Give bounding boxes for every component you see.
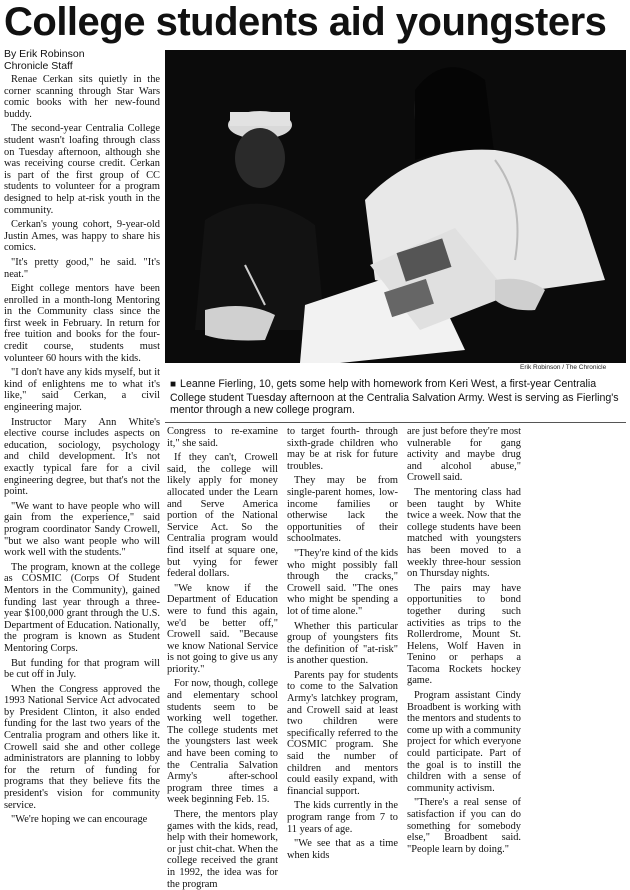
article-column-1 — [4, 48, 161, 826]
paragraph: The mentoring class had been taught by White twice a week. Now that the college students have been matched with youngsters has been moved to a weekly three-hour session on Thursday nights. — [407, 486, 521, 580]
article-column-3 — [287, 426, 398, 861]
paragraph: They may be from single-parent homes, low-income families or otherwise lack the opportunities of their schoolmates. — [287, 475, 398, 545]
divider — [165, 422, 626, 423]
paragraph: Renae Cerkan sits quietly in the corner scanning through Star Wars comic books with her new-found buddy. — [4, 74, 160, 120]
paragraph: "We're hoping we can encourage — [11, 814, 148, 826]
paragraph: Instructor Mary Ann White's elective course includes aspects on education, sociology, psychology and child development. It's not exactly typical fare for a civil engineering degree, but that's not the point. — [4, 416, 160, 498]
paragraph: "We want to have people who will gain from the experience," said program coordinator Sandy Crowell, "but we also want people who will work well with the students." — [4, 500, 160, 559]
paragraph: "They're kind of the kids who might possibly fall through the cracks," Crowell said. "The ones who might be spending a lot of time alone." — [287, 547, 398, 617]
caption-bullet-icon: ■ — [170, 379, 177, 390]
paragraph: Eight college mentors have been enrolled in a month-long Mentoring in the Community class since the first week in February. In return for free tuition and books for the four-credit course, students must volunteer 60 hours with the kids. — [4, 283, 160, 364]
byline-author: By Erik Robinson — [4, 48, 85, 60]
paragraph: "It's pretty good," he said. "It's neat." — [4, 256, 160, 280]
byline-outlet: Chronicle Staff — [4, 60, 73, 72]
paragraph: Cerkan's young cohort, 9-year-old Justin Ames, was happy to share his comics. — [4, 219, 160, 254]
article-column-4 — [407, 426, 521, 855]
photo-caption — [170, 378, 622, 417]
headline: College students aid youngsters — [4, 0, 607, 44]
paragraph: "We see that as a time when kids — [287, 838, 398, 861]
paragraph: The kids currently in the program range from 7 to 11 years of age. — [287, 800, 398, 835]
paragraph: Congress to re-examine it," she said. — [167, 426, 278, 449]
paragraph: There, the mentors play games with the kids, read, help with their homework, or just chit-chat. When the college received the grant in 1992, the idea was for the program — [167, 809, 278, 890]
paragraph: "We know if the Department of Education were to fund this again, we'd be better off," Crowell said. "Because we know National Service is not going to give us any priority." — [167, 582, 278, 675]
article-photo — [165, 50, 626, 363]
photo-illustration — [165, 50, 626, 363]
paragraph: Program assistant Cindy Broadbent is working with the mentors and students to come up with a community project for which everyone could participate. Part of the goal is to instill the children with a sense of community activism. — [407, 690, 521, 794]
paragraph: For now, though, college and elementary school students seem to be working well together. The college students met the youngsters last week and have been coming to the Centralia Salvation Army's after-school program three times a week beginning Feb. 15. — [167, 678, 278, 806]
paragraph: The pairs may have opportunities to bond together during such activities as trips to the Rollerdrome, Mount St. Helens, Wolf Haven in Tenino or perhaps a Tacoma Rockets hockey game. — [407, 582, 521, 687]
paragraph: But funding for that program will be cut off in July. — [4, 657, 160, 681]
paragraph: When the Congress approved the 1993 National Service Act advocated by President Clinton, it also ended funding for the last two years of the Centralia program and others like it. Crowell said she and other college administrators are planning to lobby for the return of funding for programs that they believe fits the president's vision for community service. — [4, 683, 160, 811]
paragraph: The program, known at the college as COSMIC (Corps Of Student Mentors in the Community), gained funding last year through a three-year $100,000 grant through the U.S. Department of Education. Nationally, the program is known as Student Mentoring Corps. — [4, 561, 161, 654]
paragraph: to target fourth- through sixth-grade children who may be at risk for future troubles. — [287, 426, 398, 472]
caption-text: Leanne Fierling, 10, gets some help with homework from Keri West, a first-year Centralia College student Tuesday afternoon at the Centralia Salvation Army. West is serving as Fierling's mentor through a new college program. — [170, 378, 619, 417]
paragraph: Whether this particular group of youngsters fits the definition of "at-risk" is another question. — [287, 620, 398, 667]
paragraph: are just before they're most vulnerable for gang activity and maybe drug and alcohol abuse," Crowell said. — [407, 426, 521, 484]
paragraph: "There's a real sense of satisfaction if you can do something for somebody else," Broadbent said. "People learn by doing." — [407, 797, 521, 855]
paragraph: If they can't, Crowell said, the college will likely apply for money allocated under the Learn and Serve America portion of the National Service Act. So the Centralia program would find itself at square one, but vying for fewer federal dollars. — [167, 452, 278, 580]
photo-credit: Erik Robinson / The Chronicle — [520, 364, 607, 371]
paragraph: "I don't have any kids myself, but it kind of enlightens me to what it's like," said Cerkan, a civil engineering major. — [4, 367, 160, 414]
byline — [4, 48, 160, 72]
article-column-2 — [167, 426, 278, 890]
paragraph: The second-year Centralia College student wasn't loafing through class on Tuesday afternoon, although she was receiving course credit. Cerkan is part of the first group of CC students to volunteer for a program designed to help at-risk youth in the community. — [4, 123, 160, 216]
paragraph: Parents pay for students to come to the Salvation Army's latchkey program, and Crowell said at least two children were specifically referred to the COSMIC program. She said the number of children and mentors could easily expand, with financial support. — [287, 669, 398, 797]
